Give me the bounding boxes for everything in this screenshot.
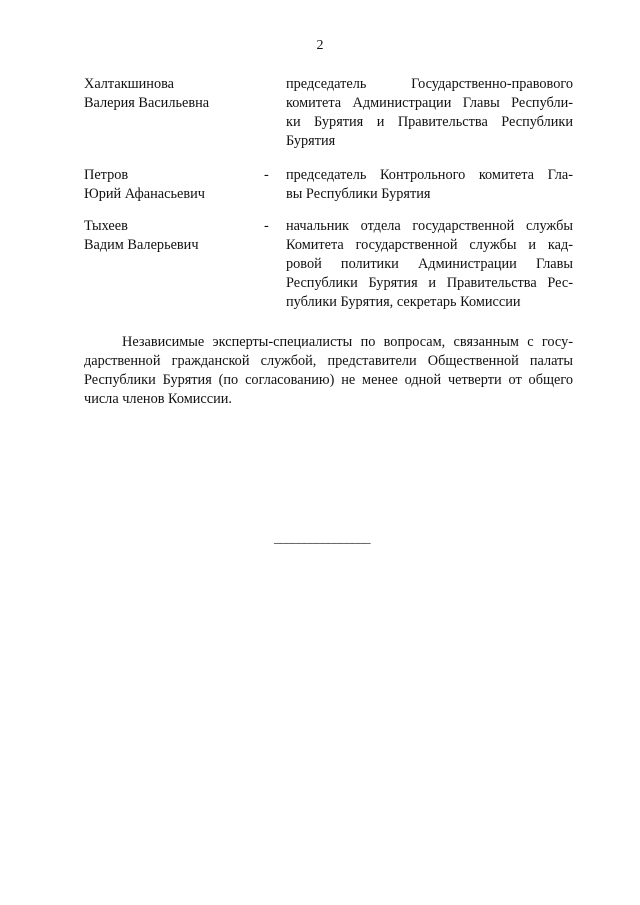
role-line: комитета Администрации Главы Республи- — [286, 95, 573, 111]
paragraph-line: Независимые эксперты-специалисты по вопросам, связанным с госу- — [122, 334, 573, 350]
role-line: председатель Контрольного комитета Гла- — [286, 167, 573, 183]
paragraph-line: числа членов Комиссии. — [84, 391, 233, 407]
experts-paragraph — [84, 333, 573, 409]
member-dash: - — [264, 218, 269, 234]
role-line: Комитета государственной службы и кад- — [286, 237, 573, 253]
paragraph-line: дарственной гражданской службой, представители Общественной палаты — [84, 353, 573, 369]
role-line: вы Республики Бурятия — [286, 186, 431, 202]
role-line: председатель Государственно-правового — [286, 76, 573, 92]
page-number: 2 — [316, 38, 324, 53]
member-role — [286, 166, 573, 204]
role-line: ровой политики Администрации Главы — [286, 256, 573, 272]
member-role — [286, 217, 573, 312]
member-name — [84, 166, 259, 204]
role-line: Бурятия — [286, 133, 336, 149]
role-line: ки Бурятия и Правительства Республики — [286, 114, 573, 130]
role-line: Республики Бурятия и Правительства Рес- — [286, 275, 573, 291]
member-name — [84, 217, 259, 255]
member-dash: - — [264, 167, 269, 183]
member-role — [286, 75, 573, 151]
member-given-names: Валерия Васильевна — [84, 95, 210, 111]
paragraph-line: Республики Бурятия (по согласованию) не менее одной четверти от общего — [84, 372, 573, 388]
member-given-names: Вадим Валерьевич — [84, 237, 199, 253]
role-line: публики Бурятия, секретарь Комиссии — [286, 294, 521, 310]
member-surname: Тыхеев — [84, 218, 128, 234]
member-surname: Халтакшинова — [84, 76, 175, 92]
end-separator-line: ________________ — [274, 530, 370, 545]
member-name — [84, 75, 259, 113]
member-surname: Петров — [84, 167, 129, 183]
role-line: начальник отдела государственной службы — [286, 218, 573, 234]
member-given-names: Юрий Афанасьевич — [84, 186, 205, 202]
